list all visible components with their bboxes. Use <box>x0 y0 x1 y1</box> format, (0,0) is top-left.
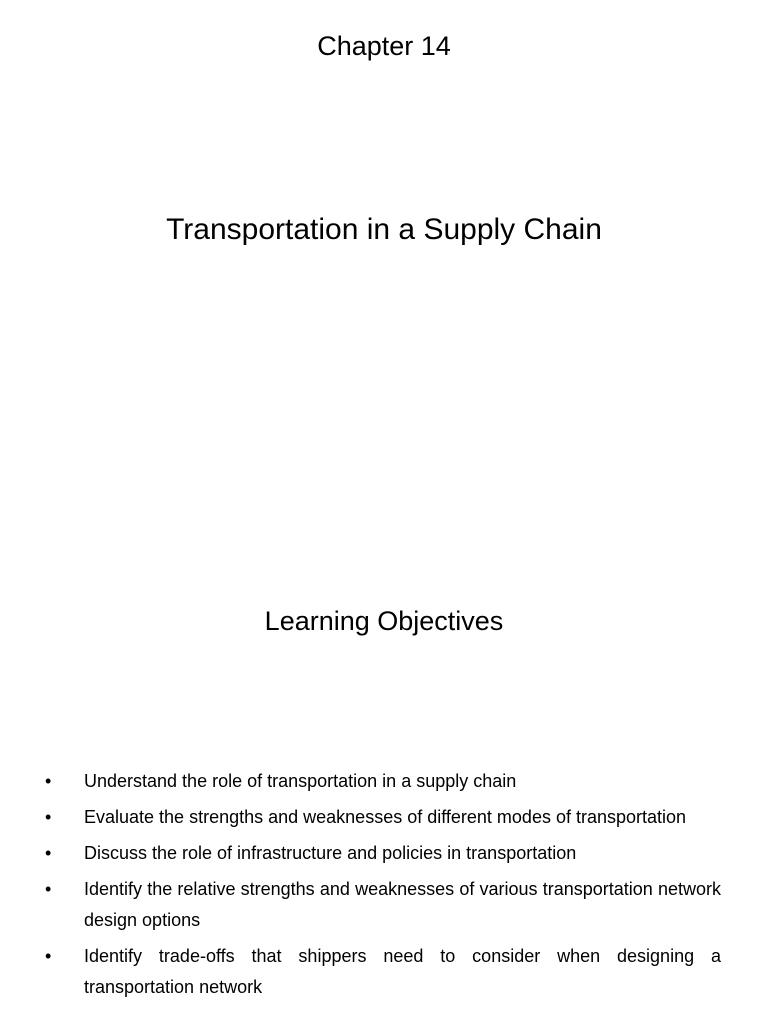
objective-item <box>45 802 721 833</box>
bullet-icon: • <box>45 807 52 827</box>
objective-text: Evaluate the strengths and weaknesses of different modes of transportation <box>84 807 687 827</box>
objectives-list <box>0 766 768 1008</box>
objective-item <box>45 838 721 869</box>
objective-text: Understand the role of transportation in a supply chain <box>84 771 517 791</box>
bullet-icon: • <box>45 771 52 791</box>
objective-text: Identify trade-offs that shippers need to consider when designing a transportation network <box>84 946 721 997</box>
chapter-label: Chapter 14 <box>317 31 451 61</box>
objective-item <box>45 766 721 797</box>
document-title: Transportation in a Supply Chain <box>166 213 602 246</box>
section-heading: Learning Objectives <box>264 606 504 636</box>
objective-item <box>45 941 721 1003</box>
bullet-icon: • <box>45 879 52 899</box>
bullet-icon: • <box>45 946 52 966</box>
objective-item <box>45 874 721 936</box>
objective-text: Identify the relative strengths and weaknesses of various transportation network design options <box>84 879 721 930</box>
bullet-icon: • <box>45 843 52 863</box>
objective-text: Discuss the role of infrastructure and policies in transportation <box>84 843 577 863</box>
